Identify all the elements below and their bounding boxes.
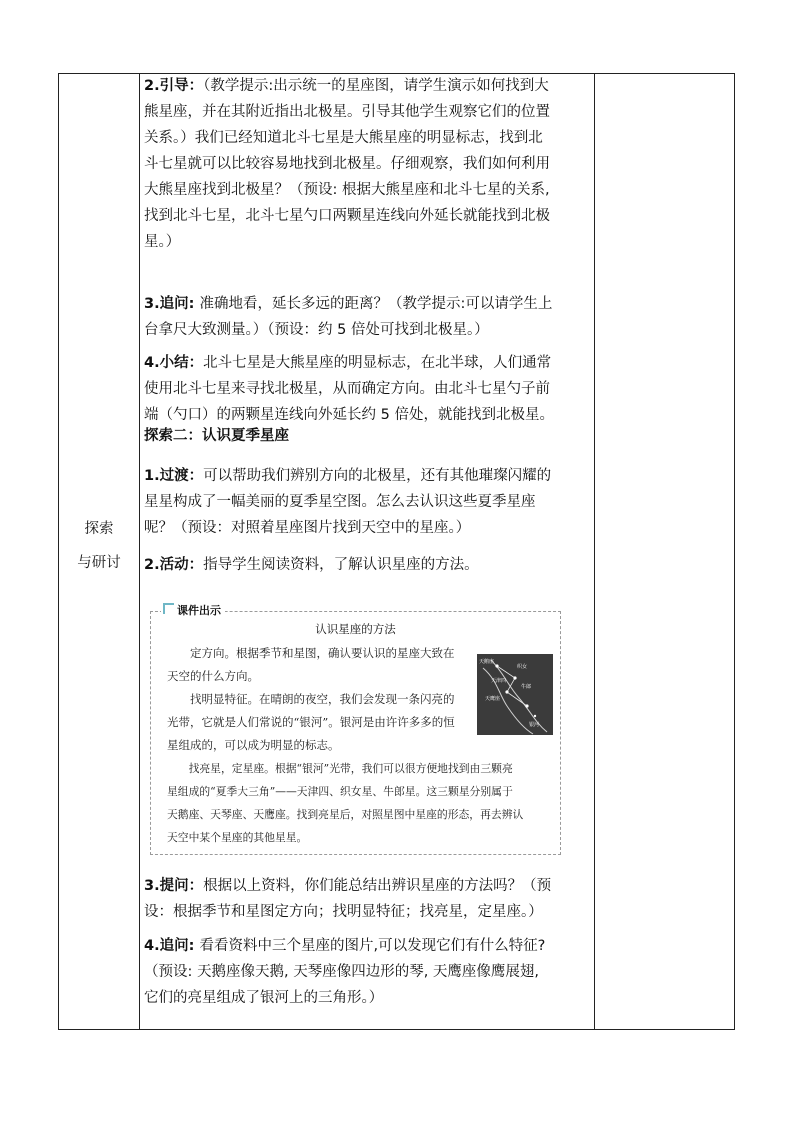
star-point [534, 715, 536, 717]
courseware-line: 星组成的“夏季大三角”——天津四、织女星、牛郎星。这三颗星分别属于 [167, 785, 513, 798]
column-divider-right [594, 74, 595, 1029]
paragraph-followup: 3.追问: 准确地看，延长多远的距离？（教学提示:可以请学生上 台拿尺大致测量。）（预设：约 5 倍处可找到北极星。） [144, 296, 553, 338]
star-map-drawing [477, 654, 553, 735]
star-point [505, 690, 508, 693]
courseware-line: 天鹅座、天琴座、天鹰座。找到亮星后，对照星图中星座的形态，再去辨认 [167, 808, 524, 821]
left-label-line1: 探索 [84, 521, 114, 537]
courseware-line: 找亮星，定星座。根据“银河”光带，我们可以很方便地找到由三颗亮 [167, 762, 513, 775]
map-label: 天鹰座 [485, 696, 501, 702]
map-label: 牛郎 [521, 684, 532, 690]
paragraph-activity: 2.活动：指导学生阅读资料，了解认识星座的方法。 [144, 557, 479, 573]
courseware-line: 天空的什么方向。 [167, 669, 259, 683]
courseware-tag: 课件出示 [161, 602, 225, 620]
star-point [513, 676, 516, 679]
corner-decoration-icon [163, 603, 174, 614]
paragraph-question: 3.提问：根据以上资料，你们能总结出辨识星座的方法吗？（预 设：根据季节和星图定方向；找明显特征；找亮星，定星座。） [144, 878, 552, 920]
paragraph-followup-2: 4.追问: 看看资料中三个星座的图片,可以发现它们有什么特征? （预设: 天鹅座像天鹅, 天琴座像四边形的琴, 天鹰座像鹰展翅, 它们的亮星组成了银河上的三角形。） [144, 938, 546, 1006]
courseware-title: 认识星座的方法 [315, 622, 396, 636]
map-label: 织女 [517, 664, 528, 670]
star-point [495, 664, 498, 667]
star-map-image [477, 654, 553, 735]
courseware-line: 天空中某个星座的其他星星。 [167, 831, 308, 844]
courseware-line: 找明显特征。在晴朗的夜空，我们会发现一条闪亮的 [167, 692, 455, 706]
column-divider-left [139, 74, 140, 1029]
courseware-line: 星组成的，可以成为明显的标志。 [167, 738, 340, 752]
courseware-line: 光带，它就是人们常说的“银河”。银河是由许许多多的恒 [167, 715, 455, 729]
star-point [525, 704, 528, 707]
paragraph-summary: 4.小结：北斗七星是大熊星座的明显标志，在北半球，人们通常 使用北斗七星来寻找北极星，从而确定方向。由北斗七星勺子前 端（勺口）的两颗星连线向外延长约 5 倍处，就能找到北极星。 [144, 355, 554, 423]
constellation-line [507, 678, 515, 692]
paragraph-guide: 2.引导：（教学提示:出示统一的星座图，请学生演示如何找到大 熊星座，并在其附近指出北极星。引导其他学生观察它们的位置 关系。）我们已经知道北斗七星是大熊星座的明显标志，找到北 斗七星就可以比较容易地找到北极星。仔细观察，我们如何利用 大熊星座找到北极星？（预设: 根据大熊星座和北斗七星的关系, 找到北斗七星，北斗七星勺口两颗星连线向外延长就能找到北极 星。） [144, 78, 550, 250]
map-label: 银河 [529, 722, 540, 728]
paragraph-transition: 1.过渡：可以帮助我们辨别方向的北极星，还有其他璀璨闪耀的 星星构成了一幅美丽的夏季星空图。怎么去认识这些夏季星座 呢？（预设：对照着星座图片找到天空中的星座。） [144, 468, 552, 536]
left-label-line2: 与研讨 [77, 555, 121, 571]
constellation-line [497, 666, 515, 678]
map-label: 天鹅座 [479, 659, 495, 665]
section-heading: 探索二：认识夏季星座 [144, 428, 289, 444]
courseware-line: 定方向。根据季节和星图，确认要认识的星座大致在 [167, 646, 455, 660]
constellation-line [507, 692, 527, 706]
map-label: 天津四 [491, 678, 507, 684]
